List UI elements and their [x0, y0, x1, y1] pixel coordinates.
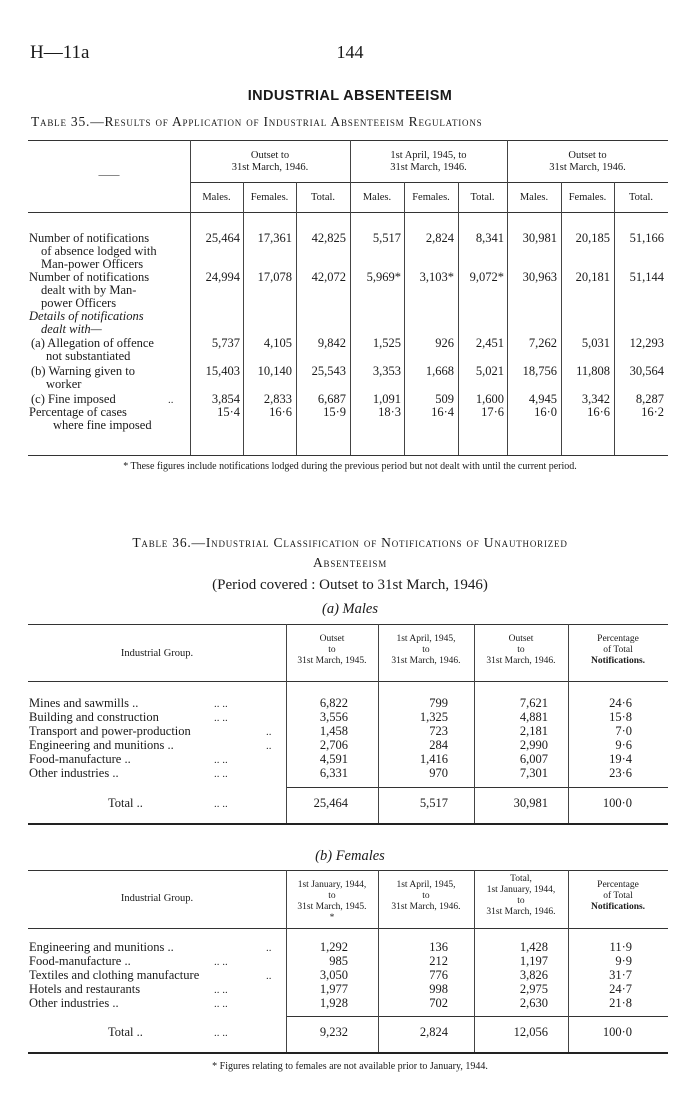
t35-cell: 51,166	[629, 231, 664, 245]
females-heading: (b) Females	[315, 848, 385, 864]
males-cell: 723	[429, 724, 448, 738]
males-cell: 7,621	[519, 696, 548, 710]
t35-cell: 4,945	[528, 392, 557, 406]
males-cell: 2,706	[319, 738, 348, 752]
males-total-cell: 100·0	[602, 796, 632, 810]
males-col-header: 1st April, 1945, to 31st March, 1946.	[391, 634, 461, 666]
females-cell: 9·9	[615, 954, 632, 968]
t35-cell: 9,072*	[469, 270, 504, 284]
t35-row-label: dealt with—	[41, 322, 102, 336]
males-bottom-rule	[28, 823, 668, 825]
page-number: 144	[336, 42, 364, 62]
females-total-label: Total ..	[108, 1025, 143, 1039]
t35-cell: 5,969*	[366, 270, 401, 284]
males-leader-dots: ..	[266, 740, 272, 752]
t35-cell: 17,078	[257, 270, 292, 284]
table35-caption: Table 35.—Results of Application of Industrial Absenteeism Regulations	[31, 114, 483, 129]
males-cell: 1,325	[419, 710, 448, 724]
t35-subhead: Males.	[202, 192, 231, 203]
t35-row-label: Details of notifications	[29, 309, 144, 323]
females-col-header: 1st January, 1944, to 31st March, 1945. *	[297, 880, 367, 923]
males-row-label: Transport and power-production	[29, 724, 191, 738]
females-total-cell: 9,232	[319, 1025, 348, 1039]
table36-caption: Table 36.—Industrial Classification of Notifications of Unauthorized	[132, 535, 568, 550]
t35-row-label: where fine imposed	[53, 418, 152, 432]
females-col-header: Total, 1st January, 1944, to 31st March, 1946.	[486, 874, 556, 917]
males-cell: 1,458	[319, 724, 348, 738]
females-total-cell: 12,056	[513, 1025, 548, 1039]
females-total-rule	[286, 1016, 668, 1017]
males-total-label: Total ..	[108, 796, 143, 810]
t35-cell: 1,525	[372, 336, 401, 350]
t35-cell: 2,833	[263, 392, 292, 406]
females-leader-dots: .. ..	[214, 1027, 228, 1039]
t35-cell: 16·2	[641, 405, 664, 419]
males-cell: 2,181	[519, 724, 548, 738]
males-leader-dots: .. ..	[214, 712, 228, 724]
females-row-label: Engineering and munitions ..	[29, 940, 174, 954]
males-row-label: Engineering and munitions ..	[29, 738, 174, 752]
t35-subhead: Males.	[362, 192, 392, 203]
t35-group-header: Outset to 31st March, 1946.	[549, 150, 626, 173]
t35-cell: 3,353	[372, 364, 401, 378]
t35-cell: 12,293	[629, 336, 664, 350]
males-cell: 23·6	[609, 766, 632, 780]
females-leader-dots: .. ..	[214, 998, 228, 1010]
males-head-rule	[28, 681, 668, 682]
males-total-cell: 25,464	[313, 796, 348, 810]
t35-cell: 3,342	[581, 392, 610, 406]
t35-row-label: (a) Allegation of offence	[31, 336, 154, 350]
t35-cell: 15·4	[217, 405, 240, 419]
t35-row-label: (c) Fine imposed	[31, 392, 116, 406]
t35-cell: 30,564	[629, 364, 664, 378]
t35-cell: 30,981	[522, 231, 557, 245]
females-leader-dots: ..	[266, 970, 272, 982]
males-cell: 4,881	[519, 710, 548, 724]
t35-cell: 24,994	[205, 270, 240, 284]
females-cell: 21·8	[609, 996, 632, 1010]
t35-cell: 6,687	[317, 392, 346, 406]
males-cell: 19·4	[609, 752, 632, 766]
page-title: INDUSTRIAL ABSENTEEISM	[247, 88, 453, 104]
t35-cell: 4,105	[263, 336, 292, 350]
females-cell: 3,050	[319, 968, 348, 982]
females-bottom-rule	[28, 1052, 668, 1054]
t35-cell: 7,262	[528, 336, 557, 350]
males-cell: 970	[429, 766, 448, 780]
males-cell: 15·8	[609, 710, 632, 724]
females-col-header: 1st April, 1945, to 31st March, 1946.	[391, 880, 461, 912]
females-row-label: Other industries ..	[29, 996, 119, 1010]
females-cell: 1,197	[519, 954, 548, 968]
t35-cell: 5,517	[372, 231, 401, 245]
males-total-cell: 30,981	[513, 796, 548, 810]
females-cell: 702	[429, 996, 448, 1010]
females-total-cell: 100·0	[602, 1025, 632, 1039]
males-total-cell: 5,517	[419, 796, 448, 810]
t35-cell: 42,072	[311, 270, 346, 284]
females-cell: 2,975	[519, 982, 548, 996]
females-cell: 998	[429, 982, 448, 996]
females-cell: 1,292	[319, 940, 348, 954]
females-col-header: Percentage of Total Notifications.	[590, 880, 646, 912]
females-row-label: Hotels and restaurants	[29, 982, 141, 996]
t35-cell: 11,808	[576, 364, 610, 378]
males-cell: 6,007	[519, 752, 548, 766]
females-stub-header: Industrial Group.	[120, 893, 194, 904]
males-cell: 7·0	[615, 724, 632, 738]
t35-cell: 42,825	[311, 231, 346, 245]
males-leader-dots: .. ..	[214, 754, 228, 766]
t35-group-header: 1st April, 1945, to 31st March, 1946.	[390, 150, 467, 173]
t35-cell: 17,361	[257, 231, 292, 245]
t35-cell: 17·6	[481, 405, 504, 419]
t35-cell: 30,963	[522, 270, 557, 284]
t35-group-header: Outset to 31st March, 1946.	[231, 150, 309, 173]
t35-cell: 509	[435, 392, 454, 406]
t35-cell: 20,185	[575, 231, 610, 245]
males-stub-header: Industrial Group.	[120, 648, 194, 659]
t35-cell: 18·3	[378, 405, 401, 419]
t35-row-label: not substantiated	[46, 349, 131, 363]
t35-cell: 15,403	[205, 364, 240, 378]
t35-cell: 5,737	[211, 336, 240, 350]
females-cell: 1,928	[319, 996, 348, 1010]
males-row-label: Building and construction	[29, 710, 159, 724]
males-leader-dots: .. ..	[214, 698, 228, 710]
t35-cell: 9,842	[317, 336, 346, 350]
t35-cell: 20,181	[575, 270, 610, 284]
males-cell: 1,416	[419, 752, 448, 766]
males-cell: 3,556	[319, 710, 348, 724]
table35-subhead-rule	[190, 182, 668, 183]
t35-subhead: Females.	[412, 192, 450, 203]
t35-row-label: Number of notifications	[29, 270, 150, 284]
females-cell: 11·9	[609, 940, 632, 954]
males-row-label: Mines and sawmills ..	[29, 696, 139, 710]
males-cell: 9·6	[615, 738, 632, 752]
males-cell: 4,591	[319, 752, 348, 766]
females-leader-dots: .. ..	[214, 956, 228, 968]
t35-leader-dots: ..	[168, 394, 174, 406]
t35-row-label: Number of notifications	[29, 231, 150, 245]
males-row-label: Other industries ..	[29, 766, 119, 780]
females-leader-dots: .. ..	[214, 984, 228, 996]
females-cell: 1,977	[319, 982, 348, 996]
t35-stub-dash: ——	[98, 170, 120, 181]
t35-subhead: Total.	[310, 192, 336, 203]
t35-cell: 25,464	[205, 231, 240, 245]
t35-cell: 3,103*	[419, 270, 454, 284]
males-cell: 6,822	[319, 696, 348, 710]
t35-subhead: Females.	[250, 192, 289, 203]
females-cell: 3,826	[519, 968, 548, 982]
table36-caption-cont: Absenteeism	[312, 555, 388, 570]
table35-top-rule	[28, 140, 668, 141]
males-cell: 799	[429, 696, 448, 710]
table36-period: (Period covered : Outset to 31st March, 1946)	[212, 577, 488, 593]
males-row-label: Food-manufacture ..	[29, 752, 131, 766]
females-cell: 31·7	[609, 968, 632, 982]
females-cell: 212	[429, 954, 448, 968]
table36-footnote: * Figures relating to females are not available prior to January, 1944.	[212, 1061, 488, 1072]
males-top-rule	[28, 624, 668, 625]
t35-cell: 25,543	[311, 364, 346, 378]
males-cell: 2,990	[519, 738, 548, 752]
t35-row-label: Man-power Officers	[41, 257, 144, 271]
males-cell: 24·6	[609, 696, 632, 710]
t35-cell: 16·6	[587, 405, 610, 419]
females-head-rule	[28, 928, 668, 929]
table35-bottom-rule	[28, 455, 668, 456]
t35-subhead: Males.	[519, 192, 549, 203]
males-cell: 6,331	[319, 766, 348, 780]
t35-cell: 2,451	[475, 336, 504, 350]
t35-row-label: power Officers	[41, 296, 117, 310]
males-leader-dots: .. ..	[214, 768, 228, 780]
females-cell: 136	[429, 940, 448, 954]
t35-row-label: dealt with by Man-	[41, 283, 137, 297]
males-col-header: Outset to 31st March, 1946.	[486, 634, 556, 666]
t35-cell: 5,021	[475, 364, 504, 378]
males-cell: 284	[429, 738, 448, 752]
table35-footnote: * These figures include notifications lodged during the previous period but not dealt with until the current period.	[123, 461, 577, 472]
t35-cell: 16·6	[269, 405, 292, 419]
females-cell: 24·7	[609, 982, 632, 996]
males-col-header: Percentage of Total Notifications.	[590, 634, 646, 666]
t35-cell: 1,600	[475, 392, 504, 406]
t35-cell: 3,854	[211, 392, 240, 406]
series-code: H—11a	[30, 42, 90, 63]
t35-cell: 926	[435, 336, 454, 350]
t35-subhead: Females.	[568, 192, 607, 203]
t35-cell: 1,668	[425, 364, 454, 378]
males-total-rule	[286, 787, 668, 788]
t35-cell: 15·9	[323, 405, 346, 419]
t35-cell: 8,287	[635, 392, 664, 406]
t35-cell: 8,341	[475, 231, 504, 245]
t35-row-label: (b) Warning given to	[31, 364, 135, 378]
t35-subhead: Total.	[470, 192, 495, 203]
t35-subhead: Total.	[628, 192, 654, 203]
table35-head-rule	[28, 212, 668, 213]
t35-cell: 10,140	[257, 364, 292, 378]
females-row-label: Food-manufacture ..	[29, 954, 131, 968]
females-cell: 2,630	[519, 996, 548, 1010]
t35-row-label: Percentage of cases	[29, 405, 127, 419]
t35-cell: 5,031	[581, 336, 610, 350]
females-row-label: Textiles and clothing manufacture	[29, 968, 200, 982]
females-top-rule	[28, 870, 668, 871]
t35-cell: 1,091	[372, 392, 401, 406]
females-cell: 776	[429, 968, 448, 982]
t35-cell: 2,824	[425, 231, 454, 245]
t35-cell: 18,756	[522, 364, 557, 378]
males-cell: 7,301	[519, 766, 548, 780]
males-heading: (a) Males	[322, 601, 378, 617]
males-leader-dots: .. ..	[214, 798, 228, 810]
males-col-header: Outset to 31st March, 1945.	[297, 634, 367, 666]
t35-cell: 16·4	[431, 405, 454, 419]
females-cell: 1,428	[519, 940, 548, 954]
females-cell: 985	[329, 954, 348, 968]
t35-row-label: worker	[46, 377, 82, 391]
t35-cell: 51,144	[629, 270, 664, 284]
males-leader-dots: ..	[266, 726, 272, 738]
females-total-cell: 2,824	[419, 1025, 448, 1039]
t35-row-label: of absence lodged with	[41, 244, 157, 258]
females-leader-dots: ..	[266, 942, 272, 954]
t35-cell: 16·0	[534, 405, 557, 419]
